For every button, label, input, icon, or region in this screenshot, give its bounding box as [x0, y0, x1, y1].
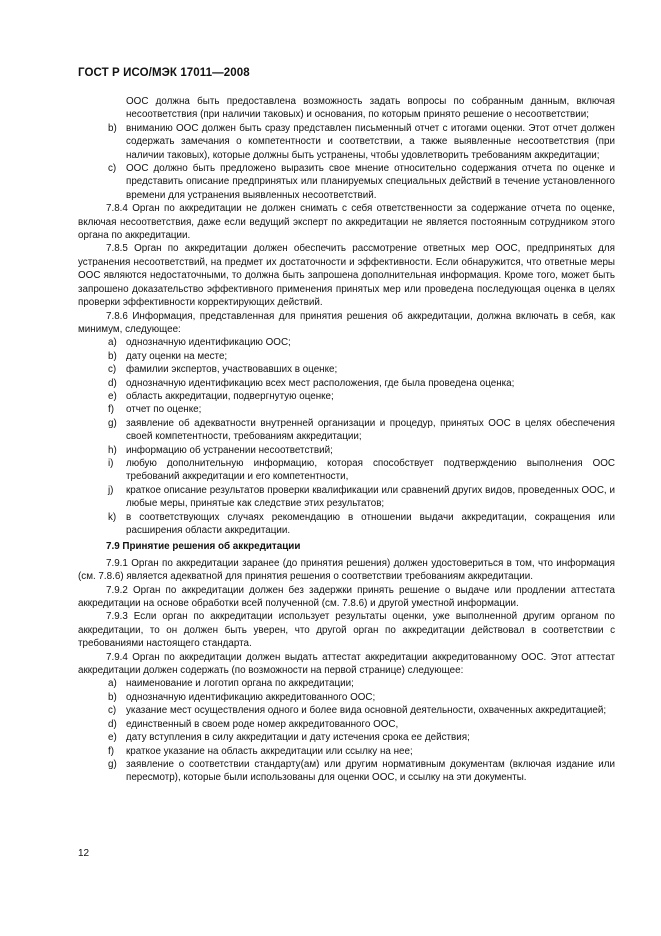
list-item-text: краткое описание результатов проверки квалификации или сравнений других видов, проведенных ООС, и любые меры, принятые как следствие этих результатов; — [126, 484, 615, 510]
list-item-text: заявление об адекватности внутренней организации и процедур, принятых ООС в целях обеспечения своей компетентности, требованиям аккредитации; — [126, 417, 615, 443]
list-marker: b) — [108, 350, 117, 362]
list-item — [78, 457, 615, 484]
list-item-text: заявление о соответствии стандарту(ам) или другим нормативным документам (включая издание или пересмотр), которые были использованы для оценки ООС, и ссылку на эти документы. — [126, 758, 615, 784]
list-item — [78, 718, 615, 731]
clauses-7-8 — [78, 202, 615, 336]
list-item-text: краткое указание на область аккредитации или ссылку на нее; — [126, 745, 413, 757]
clauses-7-9 — [78, 557, 615, 678]
list-item — [78, 444, 615, 457]
list-item — [78, 731, 615, 744]
clause-paragraph: 7.8.4 Орган по аккредитации не должен снимать с себя ответственности за содержание отчета по оценке, включая несоответствия, даже если ведущий эксперт по аккредитации не является постоянным сотрудником этого органа по аккредитации. — [78, 203, 615, 242]
list-item — [78, 677, 615, 690]
list-item — [78, 704, 615, 717]
page-number: 12 — [78, 848, 90, 859]
list-marker: d) — [108, 718, 117, 730]
clause-paragraph: 7.9.3 Если орган по аккредитации использует результаты оценки, уже выполненной другим органом по аккредитации, то он должен быть уверен, что другой орган по аккредитации действовал в соответствии с требованиями настоящего стандарта. — [78, 611, 615, 650]
clause-paragraph: 7.9.4 Орган по аккредитации должен выдать аттестат аккредитации аккредитованному ООС. Этот аттестат аккредитации должен содержать (по возможности на первой странице) следующее: — [78, 651, 615, 677]
list-item — [78, 363, 615, 376]
document-header: ГОСТ Р ИСО/МЭК 17011—2008 — [78, 67, 250, 79]
list-item — [78, 758, 615, 785]
list-item — [78, 162, 615, 202]
list-marker: a) — [108, 678, 117, 690]
list-item — [78, 377, 615, 390]
list-item — [78, 122, 615, 162]
clause-paragraph: 7.8.6 Информация, представленная для принятия решения об аккредитации, должна включать в себя, как минимум, следующее: — [78, 310, 615, 335]
list-item-text: отчет по оценке; — [126, 404, 202, 416]
list-item — [78, 691, 615, 704]
clause-paragraph: 7.9.2 Орган по аккредитации должен без задержки принять решение о выдаче или продлении аттестата аккредитации на основе обработки всей полученной (см. 7.8.6) и другой уместной информации. — [78, 584, 615, 610]
section-heading: 7.9 Принятие решения об аккредитации — [106, 541, 301, 553]
list-item-text: однозначную идентификацию ООС; — [126, 337, 291, 349]
list-marker: j) — [108, 484, 114, 496]
list-item — [78, 417, 615, 444]
list-item — [78, 336, 615, 349]
list-item-text: единственный в своем роде номер аккредитованного ООС, — [126, 718, 399, 730]
list-item-text: дату вступления в силу аккредитации и дату истечения срока ее действия; — [126, 732, 470, 744]
list-item-text: однозначную идентификацию аккредитованного ООС; — [126, 691, 376, 703]
list-item — [78, 403, 615, 416]
clause-paragraph: 7.8.5 Орган по аккредитации должен обеспечить рассмотрение ответных мер ООС, предпринятых для устранения несоответствий, на предмет их достаточности и эффективности. Если обнаружится, что ответные меры ООС являются недостаточными, то должна быть запрошена дополнительная информация. Кроме того, может быть запрошено доказательство эффективного применения принятых мер или проведена последующая оценка в целях проверки эффективности корректирующих действий. — [78, 243, 615, 309]
clause-paragraph: 7.9.1 Орган по аккредитации заранее (до принятия решения) должен удостовериться в том, что информация (см. 7.8.6) является адекватной для принятия решения о соответствии требованиям аккредитации. — [78, 557, 615, 583]
list-item-text: вниманию ООС должен быть сразу представлен письменный отчет с итогами оценки. Этот отчет должен содержать замечания о компетентности и соответствии, а также выявленные несоответствия (при наличии таковых), которые должны быть устранены, чтобы удовлетворить требованиям аккредитации; — [126, 122, 615, 161]
assessment-report-list — [78, 122, 615, 202]
certificate-content-list — [78, 677, 615, 784]
list-marker: f) — [108, 745, 115, 757]
list-marker: e) — [108, 390, 117, 402]
document-body — [78, 95, 615, 785]
list-marker: c) — [108, 364, 117, 376]
list-marker: b) — [108, 691, 117, 703]
list-marker: g) — [108, 417, 117, 429]
list-item-text: дату оценки на месте; — [126, 350, 228, 362]
list-marker: i) — [108, 457, 114, 469]
list-item-text: указание мест осуществления одного и более вида основной деятельности, охваченных аккредитацией; — [126, 705, 607, 717]
list-item-text: ООС должно быть предложено выразить свое мнение относительно содержания отчета по оценке и представить описание предпринятых или планируемых специальных действий в течение установленного времени для устранения выявленных несоответствий. — [126, 163, 615, 201]
list-item-continuation: ООС должна быть предоставлена возможность задать вопросы по собранным данным, включая несоответствия (при наличии таковых) и основания, по которым принято решение о несоответствии; — [126, 96, 615, 121]
list-marker: h) — [108, 444, 117, 456]
list-marker: e) — [108, 732, 117, 744]
list-marker: f) — [108, 404, 115, 416]
list-item — [78, 745, 615, 758]
list-item — [78, 350, 615, 363]
list-marker: b) — [108, 122, 117, 134]
list-marker: a) — [108, 337, 117, 349]
list-item — [78, 390, 615, 403]
list-item-text: наименование и логотип органа по аккредитации; — [126, 678, 354, 690]
list-item-text: область аккредитации, подвергнутую оценке; — [126, 390, 334, 402]
list-item-text: однозначную идентификацию всех мест расположения, где была проведена оценка; — [126, 377, 515, 389]
list-item-text: любую дополнительную информацию, которая способствует подтверждению выполнения ООС требований аккредитации и его компетентности, — [126, 457, 615, 483]
list-item — [78, 511, 615, 538]
list-marker: d) — [108, 377, 117, 389]
decision-information-list — [78, 336, 615, 537]
list-item-text: информацию об устранении несоответствий; — [126, 444, 333, 456]
list-marker: c) — [108, 705, 117, 717]
list-item-text: фамилии экспертов, участвовавших в оценке; — [126, 364, 338, 376]
list-item — [78, 484, 615, 511]
list-marker: g) — [108, 758, 117, 770]
list-marker: c) — [108, 163, 117, 175]
list-item-text: в соответствующих случаях рекомендацию в отношении выдачи аккредитации, сокращения или расширения области аккредитации. — [126, 511, 615, 536]
list-marker: k) — [108, 511, 117, 523]
